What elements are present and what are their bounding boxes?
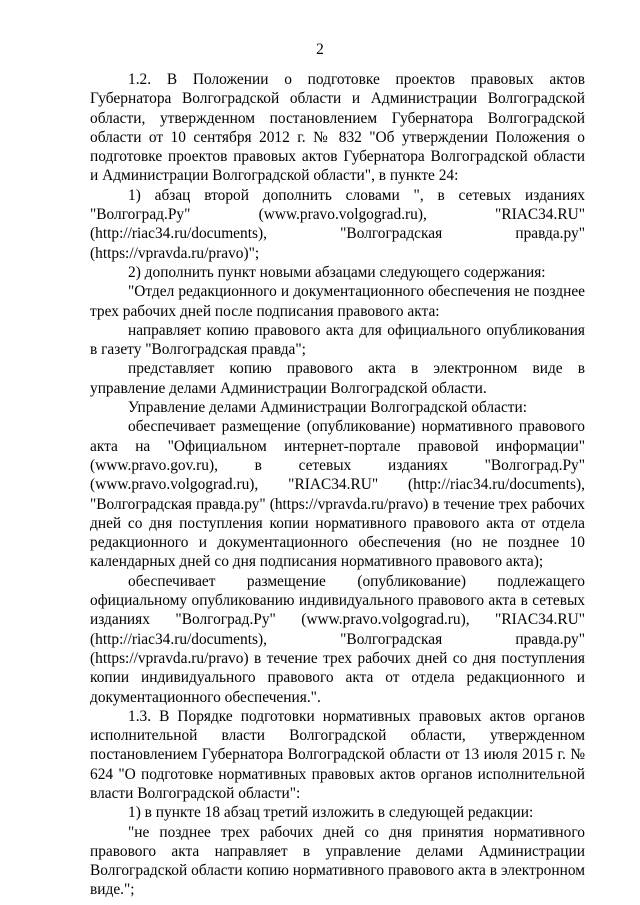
document-body	[90, 70, 585, 900]
paragraph-new-wording: "не позднее трех рабочих дней со дня принятия нормативного правового акта направляет в управление делами Администрации Волгоградской области копию нормативного правового акта в электронном виде.";	[90, 823, 585, 899]
paragraph-item-2-add: 2) дополнить пункт новыми абзацами следующего содержания:	[128, 263, 546, 281]
page-number: 2	[316, 41, 324, 58]
paragraph-send-copy: направляет копию правового акта для официального опубликования в газету "Волгоградская правда";	[90, 321, 585, 359]
paragraph-1-2-intro: 1.2. В Положении о подготовке проектов правовых актов Губернатора Волгоградской области и Администрации Волгоградской области, утвержденном постановлением Губернатора Волгоградской области от 10 сентября 2012 г. № 832 "Об утверждении Положения о подготовке проектов правовых актов Губернатора Волгоградской области и Администрации Волгоградской области", в пункте 24:	[90, 71, 585, 185]
paragraph-item-1-abzac: 1) абзац второй дополнить словами ", в сетевых изданиях "Волгоград.Ру" (www.pravo.volgograd.ru), "RIAC34.RU" (http://riac34.ru/documents), "Волгоградская правда.ру" (https://vpravda.ru/pravo)";	[90, 186, 585, 262]
paragraph-department-duties: "Отдел редакционного и документационного обеспечения не позднее трех рабочих дней после подписания правового акта:	[90, 283, 585, 320]
paragraph-item-1-18: 1) в пункте 18 абзац третий изложить в следующей редакции:	[128, 804, 534, 822]
paragraph-electronic-copy: представляет копию правового акта в электронном виде в управление делами Администрации Волгоградской области.	[90, 360, 585, 397]
paragraph-affairs-department: Управление делами Администрации Волгоградской области:	[128, 399, 528, 417]
paragraph-1-3-intro: 1.3. В Порядке подготовки нормативных правовых актов органов исполнительной власти Волгоградской области, утвержденном постановлением Губернатора Волгоградской области от 13 июля 2015 г. № 624 "О подготовке нормативных правовых актов органов исполнительной власти Волгоградской области":	[90, 707, 585, 802]
paragraph-normative-publication: обеспечивает размещение (опубликование) нормативного правового акта на "Официальном интернет-портале правовой информации" (www.pravo.gov.ru), в сетевых изданиях "Волгоград.Ру" (www.pravo.volgograd.ru), "RIAC34.RU" (http://riac34.ru/documents), "Волгоградская правда.ру" (https://vpravda.ru/pravo) в течение трех рабочих дней со дня поступления копии нормативного правового акта от отдела редакционного и документационного обеспечения (но не позднее 10 календарных дней со дня подписания нормативного правового акта);	[90, 418, 585, 571]
paragraph-individual-publication: обеспечивает размещение (опубликование) подлежащего официальному опубликованию индивидуального правового акта в сетевых изданиях "Волгоград.Ру" (www.pravo.volgograd.ru), "RIAC34.RU" (http://riac34.ru/documents), "Волгоградская правда.ру" (https://vpravda.ru/pravo) в течение трех рабочих дней со дня поступления копии индивидуального правового акта от отдела редакционного и документационного обеспечения.".	[90, 572, 585, 706]
